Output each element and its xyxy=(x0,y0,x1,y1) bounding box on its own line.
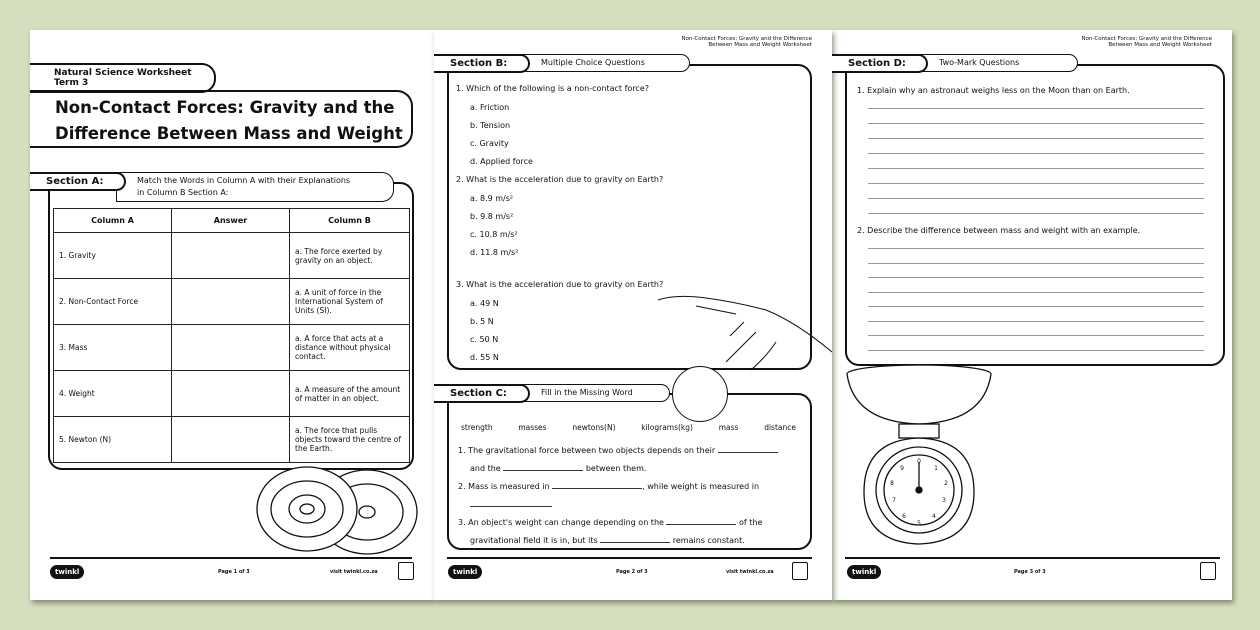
answer-line[interactable] xyxy=(868,292,1204,293)
mcq-option[interactable]: b. 9.8 m/s² xyxy=(470,212,514,221)
header-line-1: Non-Contact Forces: Gravity and the Difference xyxy=(1081,36,1212,42)
section-d-label: Section D: xyxy=(832,54,928,73)
answer-line[interactable] xyxy=(868,306,1204,307)
title-line-2: Difference Between Mass and Weight xyxy=(55,124,403,143)
fill-q3-text-4: remains constant. xyxy=(672,536,745,545)
hand-illustration xyxy=(656,292,832,382)
blank-field[interactable] xyxy=(666,516,736,525)
site-url: visit twinkl.co.za xyxy=(726,569,774,575)
question-d2: 2. Describe the difference between mass and weight with an example. xyxy=(857,226,1141,235)
page-number: Page 2 of 3 xyxy=(616,569,648,575)
badge-icon xyxy=(792,562,808,580)
answer-line[interactable] xyxy=(868,138,1204,139)
answer-line[interactable] xyxy=(868,321,1204,322)
svg-text:5: 5 xyxy=(917,520,921,527)
fill-q2 xyxy=(458,478,798,514)
term-cell: 2. Non-Contact Force xyxy=(54,279,172,325)
svg-text:9: 9 xyxy=(900,465,904,472)
answer-cell[interactable] xyxy=(172,325,290,371)
fill-q3-text-3: gravitational field it is in, but its xyxy=(470,536,598,545)
worksheet-page-3 xyxy=(832,30,1232,600)
fill-q2-text-2: , while weight is measured in xyxy=(642,482,760,491)
definition-cell: a. The force that pulls objects toward the centre of the Earth. xyxy=(290,417,410,463)
svg-text:1: 1 xyxy=(934,465,938,472)
matching-table xyxy=(53,208,410,463)
fill-q3 xyxy=(458,514,803,550)
term-cell: 1. Gravity xyxy=(54,233,172,279)
fill-q1-text-3: between them. xyxy=(585,464,647,473)
svg-text:4: 4 xyxy=(932,513,936,520)
svg-text:3: 3 xyxy=(942,497,946,504)
site-url: visit twinkl.co.za xyxy=(330,569,378,575)
mcq-option[interactable]: d. Applied force xyxy=(470,157,533,166)
worksheet-page-2 xyxy=(434,30,832,600)
answer-cell[interactable] xyxy=(172,233,290,279)
blank-field[interactable] xyxy=(503,462,583,471)
mcq-option[interactable]: d. 11.8 m/s² xyxy=(470,248,519,257)
fill-q2-text: 2. Mass is measured in xyxy=(458,482,550,491)
word-bank-item: masses xyxy=(518,423,547,432)
section-d-title: Two-Mark Questions xyxy=(918,54,1078,72)
word-bank-item: strength xyxy=(461,423,493,432)
answer-line[interactable] xyxy=(868,263,1204,264)
term-cell: 5. Newton (N) xyxy=(54,417,172,463)
weight-plates-illustration xyxy=(252,462,422,557)
definition-cell: a. The force exerted by gravity on an object. xyxy=(290,233,410,279)
fill-q3-text-2: of the xyxy=(739,518,763,527)
answer-line[interactable] xyxy=(868,153,1204,154)
svg-text:0: 0 xyxy=(917,458,921,465)
mcq-option[interactable]: d. 55 N xyxy=(470,353,499,362)
fill-q3-text: 3. An object's weight can change depending on the xyxy=(458,518,664,527)
section-c-title: Fill in the Missing Word xyxy=(520,384,670,402)
running-header xyxy=(681,36,812,48)
blank-field[interactable] xyxy=(600,534,670,543)
answer-line[interactable] xyxy=(868,123,1204,124)
table-row xyxy=(54,279,410,325)
answer-cell[interactable] xyxy=(172,279,290,325)
fill-q1-text: 1. The gravitational force between two objects depends on their xyxy=(458,446,716,455)
svg-text:8: 8 xyxy=(890,480,894,487)
footer-divider xyxy=(447,557,812,559)
mcq-option[interactable]: c. Gravity xyxy=(470,139,509,148)
header-column-b: Column B xyxy=(290,209,410,233)
badge-icon xyxy=(1200,562,1216,580)
page-number: Page 1 of 3 xyxy=(218,569,250,575)
header-line-2: Between Mass and Weight Worksheet xyxy=(1108,42,1212,48)
worksheet-page-1 xyxy=(30,30,434,600)
table-row xyxy=(54,417,410,463)
header-line-2: Between Mass and Weight Worksheet xyxy=(708,42,812,48)
term-cell: 4. Weight xyxy=(54,371,172,417)
word-bank-item: kilograms(kg) xyxy=(641,423,693,432)
svg-text:7: 7 xyxy=(892,497,896,504)
twinkl-logo: twinkl xyxy=(50,565,84,579)
header-line-1: Non-Contact Forces: Gravity and the Difference xyxy=(681,36,812,42)
fill-q1-text-2: and the xyxy=(470,464,501,473)
answer-line[interactable] xyxy=(868,277,1204,278)
definition-cell: a. A unit of force in the International System of Units (SI). xyxy=(290,279,410,325)
kitchen-scale-illustration xyxy=(844,362,994,552)
mcq-option[interactable]: b. Tension xyxy=(470,121,511,130)
blank-field[interactable] xyxy=(718,444,778,453)
blank-field[interactable] xyxy=(552,480,642,489)
title-line-1: Non-Contact Forces: Gravity and the xyxy=(55,98,395,117)
running-header xyxy=(1081,36,1212,48)
question-d1: 1. Explain why an astronaut weighs less on the Moon than on Earth. xyxy=(857,86,1130,95)
answer-line[interactable] xyxy=(868,213,1204,214)
svg-text:2: 2 xyxy=(944,480,948,487)
table-row xyxy=(54,371,410,417)
word-bank xyxy=(461,423,796,432)
blank-field[interactable] xyxy=(470,498,552,507)
worksheet-term-pill: Natural Science Worksheet Term 3 xyxy=(30,63,216,93)
mcq-question: 2. What is the acceleration due to gravity on Earth? xyxy=(456,175,664,184)
answer-line[interactable] xyxy=(868,183,1204,184)
definition-cell: a. A measure of the amount of matter in an object. xyxy=(290,371,410,417)
word-bank-item: newtons(N) xyxy=(572,423,616,432)
mcq-option[interactable]: a. Friction xyxy=(470,103,510,112)
instructions-line-1: Match the Words in Column A with their Explanations xyxy=(137,176,351,185)
answer-line[interactable] xyxy=(868,198,1204,199)
section-c-label: Section C: xyxy=(434,384,530,403)
term-cell: 3. Mass xyxy=(54,325,172,371)
page-number: Page 3 of 3 xyxy=(1014,569,1046,575)
mcq-option[interactable]: a. 8.9 m/s² xyxy=(470,194,514,203)
mcq-question: 1. Which of the following is a non-contact force? xyxy=(456,84,649,93)
footer-divider xyxy=(50,557,412,559)
mcq-option[interactable]: a. 49 N xyxy=(470,299,499,308)
title-box xyxy=(30,90,413,148)
section-a-instructions xyxy=(116,172,394,202)
twinkl-logo: twinkl xyxy=(448,565,482,579)
table-row xyxy=(54,233,410,279)
answer-line[interactable] xyxy=(868,168,1204,169)
answer-line[interactable] xyxy=(868,248,1204,249)
answer-cell[interactable] xyxy=(172,417,290,463)
svg-text:6: 6 xyxy=(902,513,906,520)
mcq-option[interactable]: b. 5 N xyxy=(470,317,494,326)
answer-cell[interactable] xyxy=(172,371,290,417)
word-bank-item: mass xyxy=(718,423,739,432)
footer-divider xyxy=(845,557,1220,559)
section-a-label: Section A: xyxy=(30,172,126,191)
fill-q1 xyxy=(458,442,798,478)
badge-icon xyxy=(398,562,414,580)
ball-illustration xyxy=(672,366,728,422)
answer-line[interactable] xyxy=(868,350,1204,351)
header-answer: Answer xyxy=(172,209,290,233)
header-column-a: Column A xyxy=(54,209,172,233)
answer-line[interactable] xyxy=(868,108,1204,109)
mcq-question: 3. What is the acceleration due to gravity on Earth? xyxy=(456,280,664,289)
word-bank-item: distance xyxy=(764,423,796,432)
instructions-line-2: in Column B Section A: xyxy=(137,188,229,197)
definition-cell: a. A force that acts at a distance without physical contact. xyxy=(290,325,410,371)
section-b-title: Multiple Choice Questions xyxy=(520,54,690,72)
mcq-option[interactable]: c. 50 N xyxy=(470,335,499,344)
mcq-option[interactable]: c. 10.8 m/s² xyxy=(470,230,518,239)
answer-line[interactable] xyxy=(868,335,1204,336)
section-b-label: Section B: xyxy=(434,54,530,73)
table-row xyxy=(54,325,410,371)
twinkl-logo: twinkl xyxy=(847,565,881,579)
